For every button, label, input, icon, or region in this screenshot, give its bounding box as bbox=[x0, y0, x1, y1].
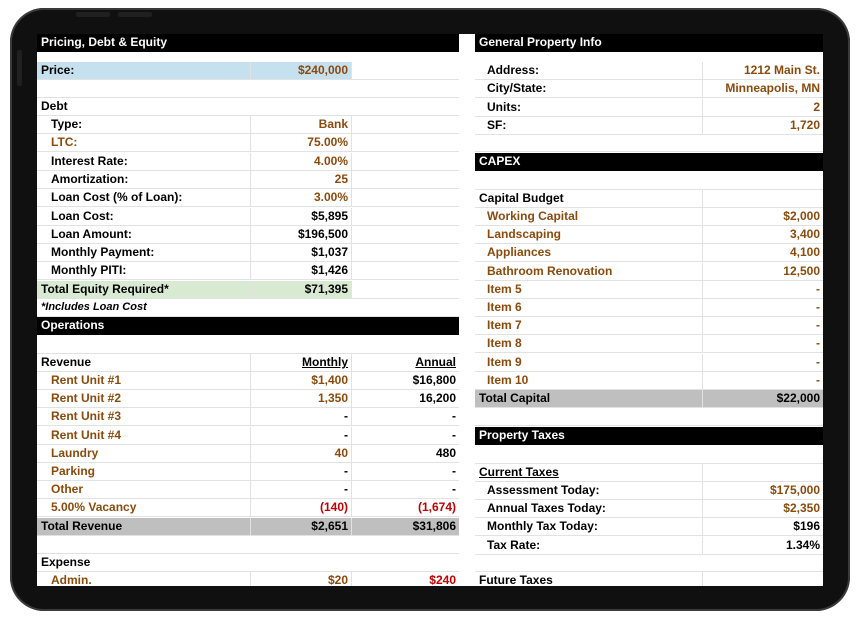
debt-row-value[interactable]: 25 bbox=[251, 171, 352, 188]
capex-item-label: Appliances bbox=[475, 244, 703, 261]
spacer-row bbox=[475, 408, 823, 426]
section-header-property-info bbox=[475, 34, 823, 52]
revenue-row-label: Rent Unit #1 bbox=[37, 372, 251, 389]
property-info-label: SF: bbox=[475, 117, 703, 134]
revenue-row[interactable] bbox=[37, 372, 459, 390]
tax-value[interactable]: $2,350 bbox=[783, 501, 820, 516]
debt-row-label: Loan Cost (% of Loan): bbox=[37, 189, 251, 206]
debt-row-label: LTC: bbox=[37, 134, 251, 151]
price-label: Price: bbox=[37, 62, 251, 79]
revenue-row-monthly[interactable]: $1,400 bbox=[251, 372, 352, 389]
section-title: Property Taxes bbox=[479, 428, 565, 442]
revenue-row-annual[interactable]: (1,674) bbox=[417, 500, 456, 515]
capex-row[interactable] bbox=[475, 317, 823, 335]
volume-button bbox=[76, 12, 110, 17]
equity-label: Total Equity Required* bbox=[37, 281, 251, 298]
tax-row[interactable] bbox=[475, 482, 823, 500]
revenue-row-annual[interactable]: - bbox=[452, 409, 456, 424]
current-taxes-heading-row bbox=[475, 464, 823, 482]
admin-label: Admin. bbox=[37, 572, 251, 586]
debt-row-value[interactable]: $1,037 bbox=[251, 244, 352, 261]
spacer-row bbox=[37, 336, 459, 354]
revenue-heading: Revenue bbox=[37, 354, 251, 371]
capex-item-value[interactable]: - bbox=[816, 372, 820, 387]
debt-row[interactable] bbox=[37, 153, 459, 171]
capex-item-label: Item 7 bbox=[475, 317, 703, 334]
section-title: General Property Info bbox=[479, 35, 602, 49]
tax-value[interactable]: $196 bbox=[793, 519, 820, 534]
capital-budget-heading: Capital Budget bbox=[475, 190, 703, 207]
section-header-capex bbox=[475, 153, 823, 171]
capex-item-label: Item 5 bbox=[475, 281, 703, 298]
tax-label: Monthly Tax Today: bbox=[475, 518, 703, 535]
debt-row-value[interactable]: $196,500 bbox=[251, 226, 352, 243]
section-title: CAPEX bbox=[479, 154, 521, 168]
revenue-row-label: Rent Unit #3 bbox=[37, 408, 251, 425]
capex-item-label: Item 10 bbox=[475, 372, 703, 389]
volume-button bbox=[118, 12, 152, 17]
debt-row-value[interactable]: Bank bbox=[251, 116, 352, 133]
total-revenue-label: Total Revenue bbox=[37, 518, 251, 535]
property-info-label: Units: bbox=[475, 99, 703, 116]
revenue-row-monthly[interactable]: 40 bbox=[251, 445, 352, 462]
capex-item-label: Landscaping bbox=[475, 226, 703, 243]
spacer-row bbox=[37, 80, 459, 98]
debt-row-label: Loan Cost: bbox=[37, 208, 251, 225]
debt-row-value[interactable]: 4.00% bbox=[251, 153, 352, 170]
capex-item-value[interactable]: - bbox=[816, 318, 820, 333]
capex-item-label: Item 9 bbox=[475, 354, 703, 371]
revenue-row-monthly[interactable]: 1,350 bbox=[251, 390, 352, 407]
footnote: *Includes Loan Cost bbox=[41, 301, 147, 313]
revenue-row[interactable] bbox=[37, 445, 459, 463]
capex-row[interactable] bbox=[475, 354, 823, 372]
revenue-row-annual[interactable]: - bbox=[452, 482, 456, 497]
section-title: Operations bbox=[41, 318, 105, 332]
capex-row[interactable] bbox=[475, 299, 823, 317]
capex-row[interactable] bbox=[475, 226, 823, 244]
capex-item-value[interactable]: - bbox=[816, 300, 820, 314]
debt-row[interactable] bbox=[37, 262, 459, 280]
spacer-row bbox=[475, 554, 823, 572]
total-revenue-monthly[interactable]: $2,651 bbox=[251, 518, 352, 535]
annual-column-header: Annual bbox=[415, 355, 456, 369]
capex-item-value[interactable]: $2,000 bbox=[783, 209, 820, 223]
debt-row-label: Loan Amount: bbox=[37, 226, 251, 243]
total-revenue-annual[interactable]: $31,806 bbox=[352, 518, 459, 535]
revenue-row[interactable] bbox=[37, 463, 459, 481]
property-info-value[interactable]: 1,720 bbox=[789, 117, 820, 132]
capex-row[interactable] bbox=[475, 281, 823, 299]
section-title: Pricing, Debt & Equity bbox=[41, 35, 168, 49]
debt-row[interactable] bbox=[37, 226, 459, 244]
admin-monthly[interactable]: $20 bbox=[251, 572, 352, 586]
spacer-row bbox=[475, 134, 823, 152]
tax-row[interactable] bbox=[475, 518, 823, 536]
debt-row[interactable] bbox=[37, 244, 459, 262]
spreadsheet-screen bbox=[37, 34, 823, 586]
capex-item-value[interactable]: 12,500 bbox=[783, 263, 820, 278]
revenue-row[interactable] bbox=[37, 408, 459, 426]
capex-row[interactable] bbox=[475, 335, 823, 353]
revenue-row-label: 5.00% Vacancy bbox=[37, 499, 251, 516]
tax-label: Annual Taxes Today: bbox=[475, 500, 703, 517]
capital-budget-heading-row bbox=[475, 190, 823, 208]
revenue-row[interactable] bbox=[37, 390, 459, 408]
debt-row[interactable] bbox=[37, 208, 459, 226]
section-header-operations bbox=[37, 317, 459, 335]
debt-heading: Debt bbox=[41, 99, 68, 113]
property-info-row[interactable] bbox=[475, 62, 823, 80]
capex-row[interactable] bbox=[475, 372, 823, 390]
side-button bbox=[17, 50, 22, 86]
tax-label: Assessment Today: bbox=[475, 482, 703, 499]
admin-row[interactable] bbox=[37, 572, 459, 586]
property-info-row[interactable] bbox=[475, 99, 823, 117]
revenue-row-label: Rent Unit #4 bbox=[37, 427, 251, 444]
total-capital-label: Total Capital bbox=[475, 390, 703, 407]
revenue-row-annual[interactable]: - bbox=[452, 464, 456, 478]
debt-row-value[interactable]: $1,426 bbox=[251, 262, 352, 279]
debt-row-label: Interest Rate: bbox=[37, 153, 251, 170]
revenue-row-annual[interactable]: $16,800 bbox=[412, 373, 456, 387]
capex-item-label: Bathroom Renovation bbox=[475, 263, 703, 280]
capex-item-value[interactable]: 4,100 bbox=[789, 245, 820, 260]
future-taxes-heading-row bbox=[475, 572, 823, 586]
revenue-row-annual[interactable]: 480 bbox=[435, 445, 456, 460]
capex-item-value[interactable]: 3,400 bbox=[789, 227, 820, 242]
expense-heading-row bbox=[37, 554, 459, 572]
revenue-row-monthly[interactable]: - bbox=[251, 481, 352, 498]
debt-row-label: Type: bbox=[37, 116, 251, 133]
price-value[interactable]: $240,000 bbox=[251, 62, 352, 79]
spacer-row bbox=[475, 446, 823, 464]
capex-row[interactable] bbox=[475, 244, 823, 262]
capex-item-label: Item 8 bbox=[475, 335, 703, 352]
revenue-row-label: Parking bbox=[37, 463, 251, 480]
revenue-row-label: Laundry bbox=[37, 445, 251, 462]
debt-row-label: Monthly PITI: bbox=[37, 262, 251, 279]
property-info-value[interactable]: 2 bbox=[813, 99, 820, 114]
property-info-label: City/State: bbox=[475, 80, 703, 97]
revenue-row[interactable] bbox=[37, 499, 459, 517]
revenue-heading-row bbox=[37, 354, 459, 372]
tax-row[interactable] bbox=[475, 500, 823, 518]
price-row[interactable] bbox=[37, 62, 459, 80]
debt-row-value[interactable]: 3.00% bbox=[251, 189, 352, 206]
debt-row-value[interactable]: $5,895 bbox=[251, 208, 352, 225]
capex-item-value[interactable]: - bbox=[816, 336, 820, 351]
revenue-row-annual[interactable]: - bbox=[452, 427, 456, 442]
section-header-property-taxes bbox=[475, 427, 823, 445]
tax-value[interactable]: $175,000 bbox=[769, 483, 820, 497]
tax-row[interactable] bbox=[475, 537, 823, 555]
debt-row[interactable] bbox=[37, 189, 459, 207]
property-info-row[interactable] bbox=[475, 117, 823, 135]
capex-row[interactable] bbox=[475, 208, 823, 226]
capex-item-value[interactable]: - bbox=[816, 354, 820, 369]
capex-row[interactable] bbox=[475, 263, 823, 281]
debt-row-label: Monthly Payment: bbox=[37, 244, 251, 261]
debt-row-label: Amortization: bbox=[37, 171, 251, 188]
debt-row[interactable] bbox=[37, 134, 459, 152]
expense-heading: Expense bbox=[41, 555, 91, 569]
capex-item-label: Item 6 bbox=[475, 299, 703, 316]
footnote-row bbox=[37, 299, 459, 317]
revenue-row-label: Rent Unit #2 bbox=[37, 390, 251, 407]
debt-row[interactable] bbox=[37, 171, 459, 189]
revenue-row[interactable] bbox=[37, 481, 459, 499]
future-taxes-heading: Future Taxes bbox=[475, 572, 703, 586]
total-capital-value[interactable]: $22,000 bbox=[703, 390, 823, 407]
equity-value[interactable]: $71,395 bbox=[251, 281, 352, 298]
debt-heading-row bbox=[37, 98, 459, 116]
equity-row[interactable] bbox=[37, 281, 459, 299]
property-info-value[interactable]: 1212 Main St. bbox=[743, 63, 820, 77]
capex-item-value[interactable]: - bbox=[816, 281, 820, 296]
debt-row-value[interactable]: 75.00% bbox=[251, 134, 352, 151]
revenue-row-label: Other bbox=[37, 481, 251, 498]
tax-label: Tax Rate: bbox=[475, 537, 703, 554]
total-revenue-row[interactable] bbox=[37, 518, 459, 536]
monthly-column-header: Monthly bbox=[302, 355, 348, 369]
property-info-value[interactable]: Minneapolis, MN bbox=[725, 81, 820, 96]
revenue-row-monthly[interactable]: - bbox=[251, 408, 352, 425]
capex-item-label: Working Capital bbox=[475, 208, 703, 225]
spacer-row bbox=[475, 172, 823, 190]
spacer-row bbox=[37, 536, 459, 554]
total-capital-row[interactable] bbox=[475, 390, 823, 408]
revenue-row-monthly[interactable]: - bbox=[251, 463, 352, 480]
property-info-row[interactable] bbox=[475, 80, 823, 98]
property-info-label: Address: bbox=[475, 62, 703, 79]
debt-row[interactable] bbox=[37, 116, 459, 134]
current-taxes-heading: Current Taxes bbox=[479, 465, 559, 479]
revenue-row-monthly[interactable]: (140) bbox=[251, 499, 352, 516]
revenue-row-annual[interactable]: 16,200 bbox=[419, 391, 456, 406]
revenue-row[interactable] bbox=[37, 427, 459, 445]
tax-value[interactable]: 1.34% bbox=[785, 537, 820, 552]
revenue-row-monthly[interactable]: - bbox=[251, 427, 352, 444]
section-header-pricing bbox=[37, 34, 459, 52]
admin-annual[interactable]: $240 bbox=[429, 573, 456, 586]
